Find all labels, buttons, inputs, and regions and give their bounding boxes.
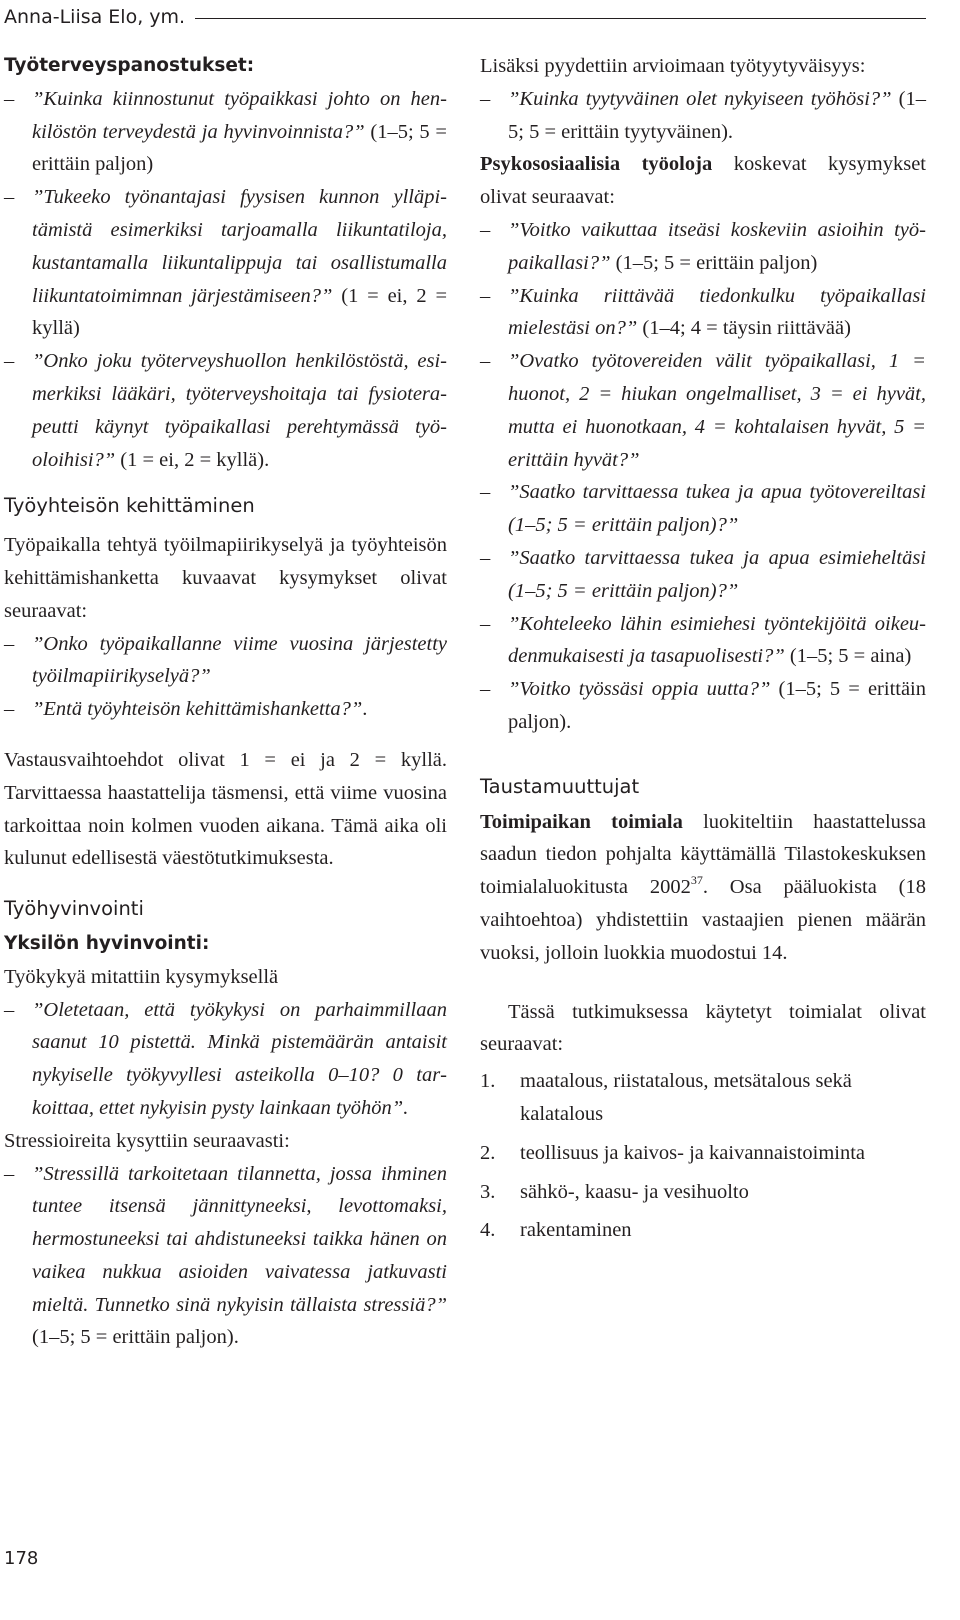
list-item [480,542,926,608]
answer-scale: (1–5; 5 = erittäin paljon) [610,251,818,274]
list-item [4,83,447,181]
dash-bullet: – [480,546,491,569]
dash-bullet: – [480,87,491,110]
psychosocial-question-list [480,214,926,739]
psychosocial-rest: koskevat kysymykset olivat seuraavat: [480,153,926,209]
workability-question-list [4,994,447,1125]
list-item [480,214,926,280]
investments-question-list [4,83,447,477]
list-item [4,994,447,1125]
subheading-individual-wellbeing: Yksilön hyvinvointi: [4,932,210,954]
dash-bullet: – [4,186,15,209]
industry-list-item [480,1065,926,1131]
dash-bullet: – [4,87,15,110]
dash-bullet: – [480,284,491,307]
question-text: ”Onko joku työterveyshuollon henkilöstöstä, esimerkiksi lääkäri, työterveyshoitaja tai fysioterapeutti käynyt työpaikallasi perehtymässä työoloihisi?” [32,350,447,471]
study-industries-intro: Tässä tutkimuksessa käytetyt toimialat olivat seuraavat: [480,1000,926,1056]
page-number: 178 [4,1548,39,1569]
list-number: 4. [480,1219,496,1242]
left-column [4,50,447,1354]
industry-rest: luokiteltiin haastattelussa saadun tiedon pohjalta käyttämällä Tilastokeskuksen toimialaluokitusta 2002 [480,810,926,899]
question-text: ”Kuinka tyytyväinen olet nykyiseen työhösi?” [508,87,892,110]
industry-list-item [480,1176,926,1209]
list-item [480,345,926,476]
industry-paragraph [480,806,926,970]
answer-scale: (1–4; 4 = täysin riittävää) [637,317,851,340]
right-column [480,50,926,1253]
question-text: ”Voitko vaikuttaa itseäsi koskeviin asioihin työpaikallasi?” [508,218,926,274]
list-item [4,345,447,476]
list-item [480,608,926,674]
industry-name: rakentaminen [520,1219,632,1242]
answer-options-paragraph: Vastausvaihtoehdot olivat 1 = ei ja 2 = kyllä. Tarvittaessa haastattelija täsmensi, että viime vuosina tarkoittaa noin kolmen vuoden aikana. Tämä aika oli kulunut edellisestä väestötutkimuksesta. [4,748,447,870]
footnote-reference: 37 [690,873,703,888]
dash-bullet: – [480,678,491,701]
section-heading-community: Työyhteisön kehittäminen [4,494,255,518]
industry-list [480,1065,926,1247]
stress-intro: Stressioireita kysyttiin seuraavasti: [4,1129,290,1152]
list-item [480,83,926,149]
satisfaction-intro: Lisäksi pyydettiin arvioimaan työtyytyväisyys: [480,55,866,77]
running-head-author: Anna-Liisa Elo, ym. [4,6,186,28]
psychosocial-intro-paragraph [480,148,926,214]
answer-scale: (1–5; 5 = erittäin paljon). [508,678,927,733]
dash-bullet: – [480,350,491,373]
section-heading-wellbeing: Työhyvinvointi [4,897,144,921]
question-text: ”Stressillä tarkoitetaan tilannetta, jossa ihminen tuntee itsensä jännittyneeksi, levottomaksi, hermostuneeksi tai ahdistuneeksi taikka hänen on vaikea nukkua asioiden vaivatessa jatkuvasti mieltä. Tunnetko sinä nykyisin tällaista stressiä?” [32,1162,447,1316]
list-number: 1. [480,1070,496,1093]
header-rule [195,18,926,19]
question-text: ”Kuinka riittävää tiedonkulku työpaikallasi mielestäsi on?” [508,284,926,340]
list-number: 2. [480,1141,496,1164]
question-text: ”Saatko tarvittaessa tukea ja apua työtovereiltasi (1–5; 5 = erittäin paljon)?” [508,481,926,537]
list-item [4,1158,447,1355]
answer-scale: . [362,698,368,721]
stress-question-list [4,1158,447,1355]
industry-name: sähkö-, kaasu- ja vesihuolto [520,1180,749,1203]
answer-scale: (1–5; 5 = erittäin paljon) [32,120,447,176]
list-item [4,628,447,694]
dash-bullet: – [4,632,15,655]
dash-bullet: – [480,218,491,241]
answer-scale: (1–5; 5 = erittäin tyytyväinen). [508,87,926,143]
page-header [4,0,926,34]
dash-bullet: – [4,350,15,373]
question-text: ”Saatko tarvittaessa tukea ja apua esimieheltäsi (1–5; 5 = erittäin paljon)?” [508,546,926,602]
question-text: ”Onko työpaikallanne viime vuosina järjestetty työilmapiirikyselyä?” [32,632,447,688]
question-text: ”Tukeeko työnantajasi fyysisen kunnon ylläpitämistä esimerkiksi tarjoamalla liikuntatiloja, kustantamalla liikuntalippuja tai osallistumalla liikuntatoimimnan järjestämiseen?” [32,186,447,307]
section-heading-investments: Työterveyspanostukset: [4,55,255,76]
industry-name: maatalous, riistatalous, metsätalous sekä kalatalous [520,1070,852,1125]
industry-end: . Osa pääluokista (18 vaihtoehtoa) yhdistettiin vastaajien pienen määrän vuoksi, jolloin luokkia muodostui 14. [480,876,926,964]
community-question-list [4,628,447,726]
dash-bullet: – [480,612,491,635]
question-text: ”Oletetaan, että työkykysi on parhaimmillaan saanut 10 pistettä. Minkä pistemäärän antaisit nykyiselle työkyvyllesi asteikolla 0–10? 0 tarkoittaa, ettet nykyisin pysty lainkaan työhön”. [32,998,447,1119]
industry-lead: Toimipaikan toimiala [480,810,683,833]
list-item [480,280,926,346]
industry-list-item [480,1137,926,1170]
psychosocial-lead: Psykososiaalisia työoloja [480,153,713,176]
answer-scale: (1–5; 5 = aina) [784,645,912,668]
dash-bullet: – [4,998,15,1021]
answer-scale: (1 = ei, 2 = kyllä). [115,448,270,471]
list-item [4,693,447,726]
section-heading-background: Taustamuuttujat [480,774,640,798]
workability-intro: Työkykyä mitattiin kysymyksellä [4,965,279,988]
industry-list-item [480,1214,926,1247]
dash-bullet: – [4,698,15,721]
question-text: ”Entä työyhteisön kehittämishanketta?” [32,698,363,721]
list-item [480,673,926,739]
list-number: 3. [480,1180,496,1203]
answer-scale: (1–5; 5 = erittäin paljon). [32,1326,239,1349]
list-item [480,476,926,542]
dash-bullet: – [480,481,491,504]
question-text: ”Kohteleeko lähin esimiehesi työntekijöitä oikeudenmukaisesti ja tasapuolisesti?” [508,612,926,668]
satisfaction-question-list [480,83,926,149]
question-text: ”Kuinka kiinnostunut työpaikkasi johto on henkilöstön terveydestä ja hyvinvoinnista?” [32,87,447,143]
dash-bullet: – [4,1162,15,1185]
industry-name: teollisuus ja kaivos- ja kaivannaistoiminta [520,1141,866,1164]
question-text: ”Voitko työssäsi oppia uutta?” [508,678,771,701]
answer-scale: (1 = ei, 2 = kyllä) [32,284,448,340]
question-text: ”Ovatko työtovereiden välit työpaikallasi, 1 = huonot, 2 = hiukan ongelmalliset, 3 = ei hyvät, mutta ei huonotkaan, 4 = kohtalaisen hyvät, 5 = erittäin hyvät?” [508,350,926,471]
community-intro-paragraph: Työpaikalla tehtyä työilmapiirikyselyä ja työyhteisön kehittämishanketta kuvaavat kysymykset olivat seuraavat: [4,534,447,622]
list-item [4,181,447,345]
